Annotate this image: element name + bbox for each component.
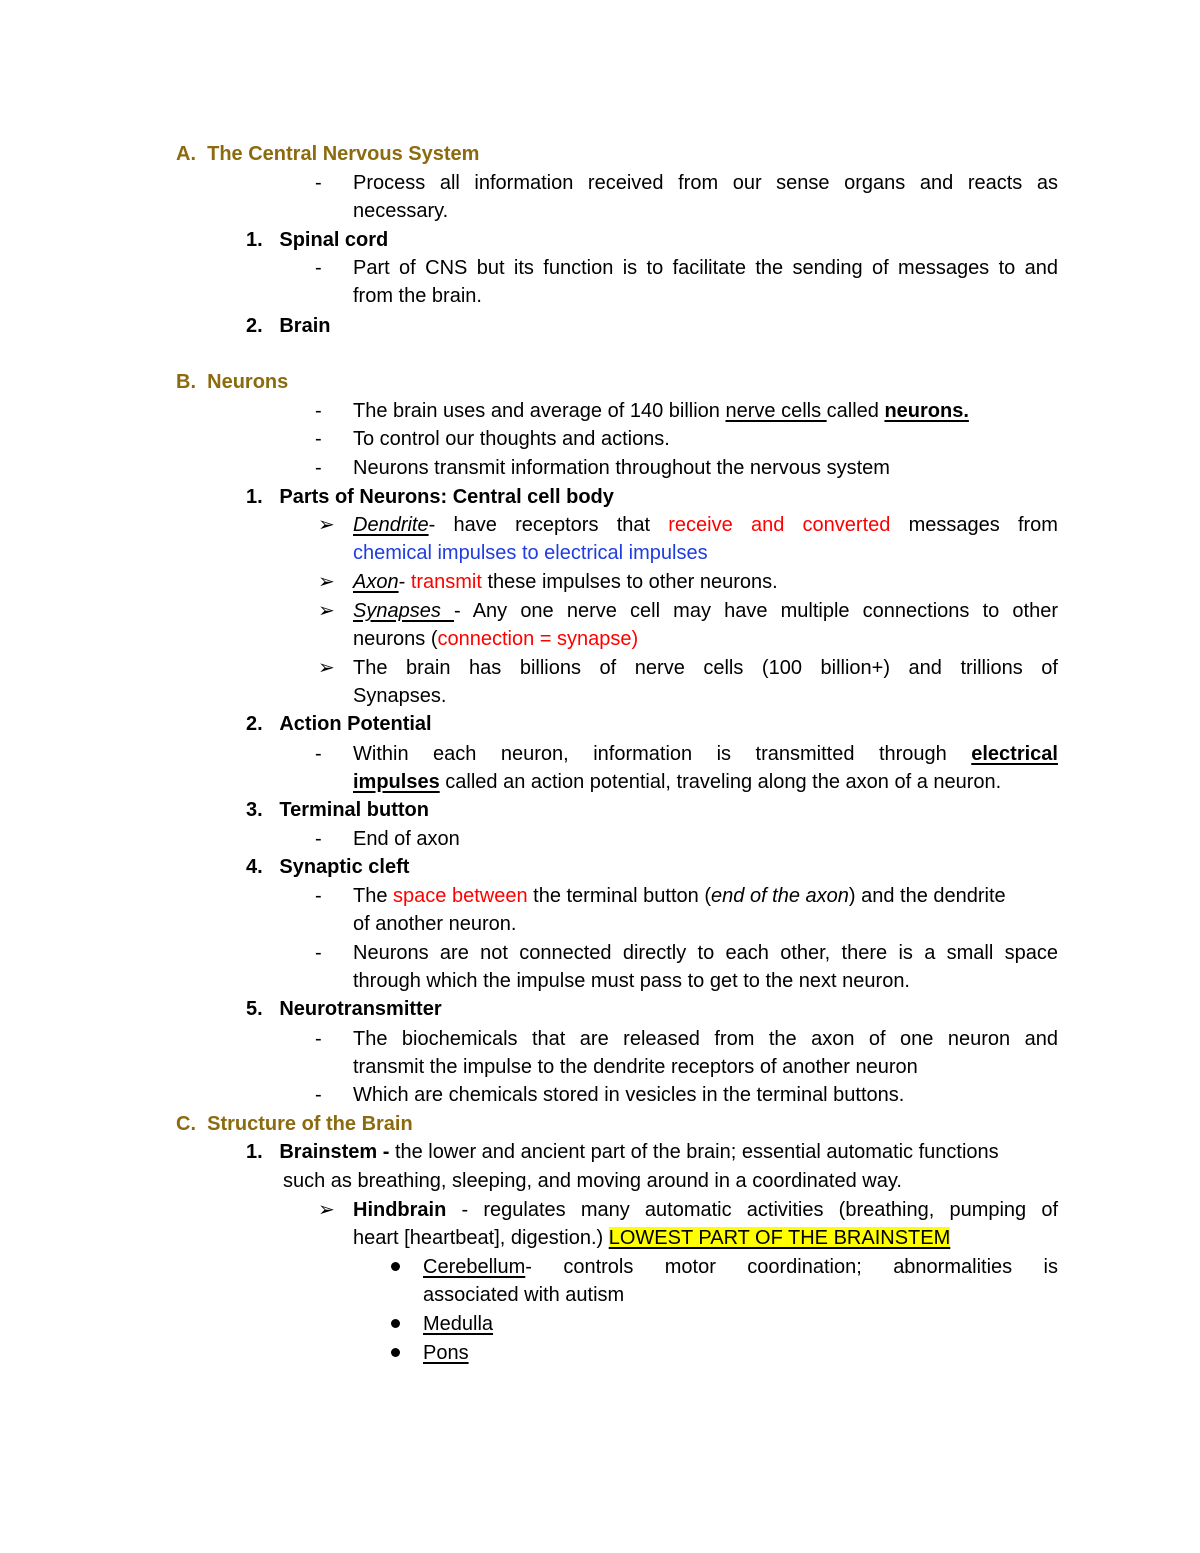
text-run: trillions [960,657,1023,679]
nerve-cells-text: nerve cells [725,400,827,422]
neurotransmitter-line-3: Which are chemicals stored in vesicles in the terminal buttons. [353,1084,905,1106]
text-run: abnormalities [893,1256,1013,1278]
cns-intro-line-1: Process all information received from our sense organs and reacts as [353,172,1058,194]
text-run: controls [563,1256,634,1278]
brainstem-line-2: such as breathing, sleeping, and moving around in a coordinated way. [283,1170,902,1192]
section-title: Neurons [207,371,289,393]
text-run: the lower and ancient part of the brain; essential automatic functions [389,1141,999,1163]
arrow-marker: ➢ [318,571,335,593]
highlighted-text: LOWEST PART OF THE BRAINSTEM [608,1227,951,1249]
text-run: have [453,514,497,536]
brainstem-term: Brainstem - [279,1141,390,1163]
action-potential-heading [246,710,432,738]
text-run: information [593,743,693,765]
text-run: motor [664,1256,716,1278]
italic-text: end of the axon [711,885,849,907]
brain-heading [246,312,330,340]
brain-cells-line-2: Synapses. [353,685,447,707]
text-run: called [826,400,885,422]
text-run: neurons ( [353,628,438,650]
text-run: activities [746,1199,824,1221]
text-run: has [469,657,502,679]
text-run: ) and the dendrite [848,885,1006,907]
text-run: of [1041,657,1058,679]
cns-intro-line-2: necessary. [353,200,449,222]
neurotransmitter-line-2: transmit the impulse to the dendrite receptors of another neuron [353,1056,918,1078]
parts-heading [246,483,614,511]
text-run: is [716,743,732,765]
text-run: through [878,743,947,765]
spinal-cord-heading [246,226,388,254]
impulses-term: impulses [353,771,440,793]
text-run: and [908,657,942,679]
dash-marker: - [315,257,322,279]
text-run: have [724,600,768,622]
item-title: Terminal button [279,799,429,821]
item-title: Neurotransmitter [279,998,442,1020]
section-letter: B. [176,371,196,393]
bullet-dot [391,1348,400,1357]
text-run: coordination; [747,1256,862,1278]
synaptic-cleft-line-4: through which the impulse must pass to get to the next neuron. [353,970,910,992]
text-run: The [353,885,394,907]
synaptic-cleft-heading [246,853,409,881]
text-run: billion+) [820,657,890,679]
neurotransmitter-heading [246,995,442,1023]
text-run: of [1041,1199,1059,1221]
medulla-item: Medulla [423,1313,494,1335]
arrow-marker: ➢ [318,514,335,536]
text-run: other [1012,600,1058,622]
highlight-red-text: transmit [410,571,482,593]
synaptic-cleft-line-3: Neurons are not connected directly to each other, there is a small space [353,942,1058,964]
dendrite-term: Dendrite [353,514,429,536]
highlight-red-text: connection = synapse) [437,628,639,650]
text-run: of [599,657,617,679]
text-run: many [580,1199,630,1221]
text-run: may [673,600,711,622]
text-run: - [428,514,436,536]
synaptic-cleft-line-2: of another neuron. [353,913,517,935]
dash-marker: - [315,428,322,450]
cerebellum-line-1 [423,1253,1058,1281]
item-title: Parts of Neurons: Central cell body [279,486,614,508]
cerebellum-line-2: associated with autism [423,1284,625,1306]
dash-marker: - [315,828,322,850]
synapses-line-2 [353,625,638,653]
text-run: - [398,571,411,593]
axon-term: Axon [353,571,399,593]
item-number: 1. [246,229,263,251]
bullet-dot [391,1319,400,1328]
highlight-red-text: space between [393,885,528,907]
text-run: cell [630,600,661,622]
text-run: nerve [566,600,617,622]
hindbrain-line-2 [353,1224,950,1252]
bullet-dot [391,1262,400,1271]
action-potential-line-2 [353,768,1001,796]
text-run: called an action potential, traveling along the axon of a neuron. [439,771,1002,793]
text-run: one [520,600,554,622]
text-run: to [982,600,1000,622]
item-number: 3. [246,799,263,821]
text-run: messages [908,514,1000,536]
text-run: from [1017,514,1058,536]
item-title: Action Potential [279,713,432,735]
synapses-term: Synapses [353,600,454,622]
text-run: (100 [761,657,802,679]
text-run: each [433,743,477,765]
neurons-term: neurons. [884,400,969,422]
text-run: the terminal button ( [527,885,712,907]
text-run: (breathing, [838,1199,935,1221]
spinal-cord-line-2: from the brain. [353,285,482,307]
item-title: Synaptic cleft [279,856,410,878]
section-a-heading [176,140,479,168]
cerebellum-term: Cerebellum [423,1256,526,1278]
text-run: heart [heartbeat], digestion.) [353,1227,609,1249]
text-run: brain [406,657,451,679]
arrow-marker: ➢ [318,657,335,679]
hindbrain-line-1 [353,1196,1058,1224]
section-title: Structure of the Brain [207,1113,413,1135]
text-run: The brain uses and average of 140 billion [353,400,726,422]
text-run: multiple [780,600,850,622]
action-potential-line-1 [353,740,1058,768]
item-title: Spinal cord [279,229,389,251]
neurons-bullet-3: Neurons transmit information throughout the nervous system [353,457,890,479]
dendrite-line-2: chemical impulses to electrical impulses [353,542,708,564]
item-number: 2. [246,713,263,735]
text-run: nerve [634,657,685,679]
item-title: Brain [279,315,331,337]
section-letter: C. [176,1113,196,1135]
axon-line [353,568,778,596]
text-run: that [616,514,651,536]
dash-marker: - [315,942,322,964]
neurons-bullet-2: To control our thoughts and actions. [353,428,670,450]
section-title: The Central Nervous System [207,143,480,165]
highlight-red-text: receive and converted [668,514,891,536]
dash-marker: - [315,400,322,422]
section-b-heading [176,368,288,396]
text-run: receptors [515,514,599,536]
electrical-term: electrical [971,743,1058,765]
pons-item: Pons [423,1342,469,1364]
hindbrain-term: Hindbrain [353,1199,447,1221]
neurons-bullet-1 [353,397,969,425]
neurotransmitter-line-1: The biochemicals that are released from the axon of one neuron and [353,1028,1058,1050]
text-run: these impulses to other neurons. [481,571,778,593]
text-run: - [525,1256,532,1278]
item-number: 5. [246,998,263,1020]
text-run: billions [519,657,581,679]
text-run: - [453,600,461,622]
spinal-cord-line-1: Part of CNS but its function is to facilitate the sending of messages to and [353,257,1058,279]
section-letter: A. [176,143,196,165]
dash-marker: - [315,457,322,479]
item-number: 2. [246,315,263,337]
dash-marker: - [315,743,322,765]
text-run: Within [353,743,409,765]
text-run: neuron, [500,743,569,765]
terminal-button-heading [246,796,429,824]
item-number: 1. [246,1141,263,1163]
item-number: 1. [246,486,263,508]
synapses-line-1 [353,597,1058,625]
text-run: cells [703,657,744,679]
text-run: connections [862,600,970,622]
dash-marker: - [315,1028,322,1050]
text-run: transmitted [755,743,855,765]
text-run: pumping [949,1199,1027,1221]
dash-marker: - [315,1084,322,1106]
text-run: is [1043,1256,1058,1278]
section-c-heading [176,1110,413,1138]
text-run: automatic [644,1199,732,1221]
brainstem-line-1 [246,1138,999,1166]
arrow-marker: ➢ [318,600,335,622]
synaptic-cleft-line-1 [353,882,1006,910]
text-run: - [461,1199,469,1221]
arrow-marker: ➢ [318,1199,335,1221]
text-run: Any [472,600,508,622]
dash-marker: - [315,885,322,907]
item-number: 4. [246,856,263,878]
dendrite-line-1 [353,511,1058,539]
brain-cells-line-1 [353,654,1058,682]
text-run: regulates [483,1199,566,1221]
text-run: The [353,657,388,679]
terminal-button-line: End of axon [353,828,460,850]
dash-marker: - [315,172,322,194]
